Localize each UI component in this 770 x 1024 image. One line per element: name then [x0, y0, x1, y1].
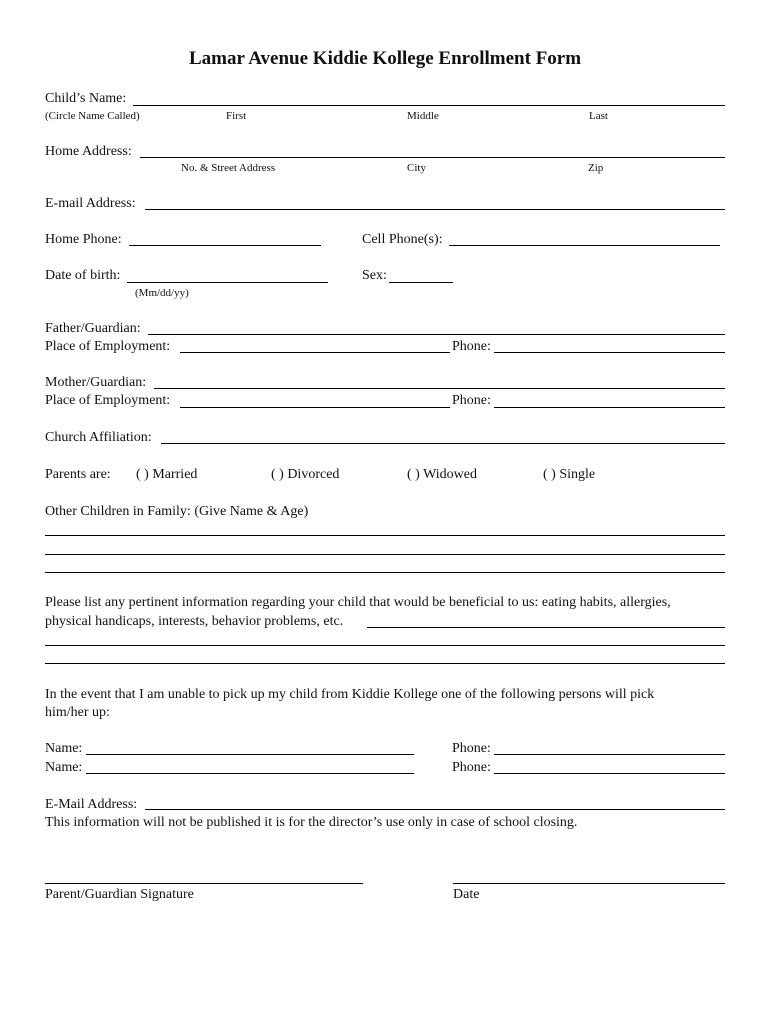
pertinent-info-line-3[interactable] — [45, 663, 725, 664]
dob-field[interactable] — [127, 282, 328, 283]
widowed-checkbox[interactable]: ( ) Widowed — [407, 467, 477, 482]
last-name-caption: Last — [589, 110, 608, 122]
father-employment-label: Place of Employment: — [45, 339, 171, 354]
other-children-line-2[interactable] — [45, 554, 725, 555]
middle-name-caption: Middle — [407, 110, 439, 122]
pickup-phone-label-1: Phone: — [452, 741, 491, 756]
other-children-line-3[interactable] — [45, 572, 725, 573]
pickup-name-field-1[interactable] — [86, 754, 414, 755]
date-label: Date — [453, 887, 480, 902]
pertinent-info-text-2: physical handicaps, interests, behavior problems, etc. — [45, 614, 344, 629]
parents-are-label: Parents are: — [45, 467, 111, 482]
mother-employment-field[interactable] — [180, 407, 450, 408]
child-name-label: Child’s Name: — [45, 91, 127, 106]
pickup-phone-label-2: Phone: — [452, 760, 491, 775]
dob-format-caption: (Mm/dd/yy) — [135, 287, 189, 299]
email-label: E-mail Address: — [45, 196, 136, 211]
church-field[interactable] — [161, 443, 725, 444]
cell-phone-field[interactable] — [449, 245, 720, 246]
pertinent-info-text-1: Please list any pertinent information regarding your child that would be beneficial to us: eating habits, allergies, — [45, 595, 671, 610]
single-checkbox[interactable]: ( ) Single — [543, 467, 596, 482]
home-address-field[interactable] — [140, 157, 725, 158]
pickup-text-1: In the event that I am unable to pick up my child from Kiddie Kollege one of the following persons will pick — [45, 687, 655, 702]
closing-email-label: E-Mail Address: — [45, 797, 138, 812]
circle-name-note: (Circle Name Called) — [45, 110, 140, 122]
church-label: Church Affiliation: — [45, 430, 152, 445]
signature-field[interactable] — [45, 883, 363, 884]
cell-phone-label: Cell Phone(s): — [362, 232, 443, 247]
father-guardian-field[interactable] — [148, 334, 725, 335]
father-phone-field[interactable] — [494, 352, 725, 353]
pickup-phone-field-2[interactable] — [494, 773, 725, 774]
mother-phone-label: Phone: — [452, 393, 491, 408]
mother-guardian-label: Mother/Guardian: — [45, 375, 147, 390]
home-phone-label: Home Phone: — [45, 232, 122, 247]
pickup-name-label-2: Name: — [45, 760, 83, 775]
home-phone-field[interactable] — [129, 245, 321, 246]
dob-label: Date of birth: — [45, 268, 121, 283]
father-employment-field[interactable] — [180, 352, 450, 353]
closing-email-field[interactable] — [145, 809, 725, 810]
pickup-name-field-2[interactable] — [86, 773, 414, 774]
mother-phone-field[interactable] — [494, 407, 725, 408]
email-field[interactable] — [145, 209, 725, 210]
other-children-line-1[interactable] — [45, 535, 725, 536]
pickup-name-label-1: Name: — [45, 741, 83, 756]
street-caption: No. & Street Address — [181, 162, 276, 174]
sex-label: Sex: — [362, 268, 387, 283]
city-caption: City — [407, 162, 426, 174]
first-name-caption: First — [226, 110, 247, 122]
pertinent-info-line-1[interactable] — [367, 627, 725, 628]
married-checkbox[interactable]: ( ) Married — [136, 467, 198, 482]
divorced-checkbox[interactable]: ( ) Divorced — [271, 467, 340, 482]
mother-employment-label: Place of Employment: — [45, 393, 171, 408]
pickup-phone-field-1[interactable] — [494, 754, 725, 755]
date-field[interactable] — [453, 883, 725, 884]
mother-guardian-field[interactable] — [154, 388, 725, 389]
pickup-text-2: him/her up: — [45, 705, 110, 720]
signature-label: Parent/Guardian Signature — [45, 887, 194, 902]
other-children-label: Other Children in Family: (Give Name & Age) — [45, 504, 309, 519]
pertinent-info-line-2[interactable] — [45, 645, 725, 646]
child-name-field[interactable] — [133, 105, 725, 106]
zip-caption: Zip — [588, 162, 604, 174]
closing-note: This information will not be published it is for the director’s use only in case of school closing. — [45, 815, 578, 830]
sex-field[interactable] — [389, 282, 453, 283]
page-title: Lamar Avenue Kiddie Kollege Enrollment Form — [188, 48, 582, 69]
father-guardian-label: Father/Guardian: — [45, 321, 141, 336]
home-address-label: Home Address: — [45, 144, 132, 159]
father-phone-label: Phone: — [452, 339, 491, 354]
